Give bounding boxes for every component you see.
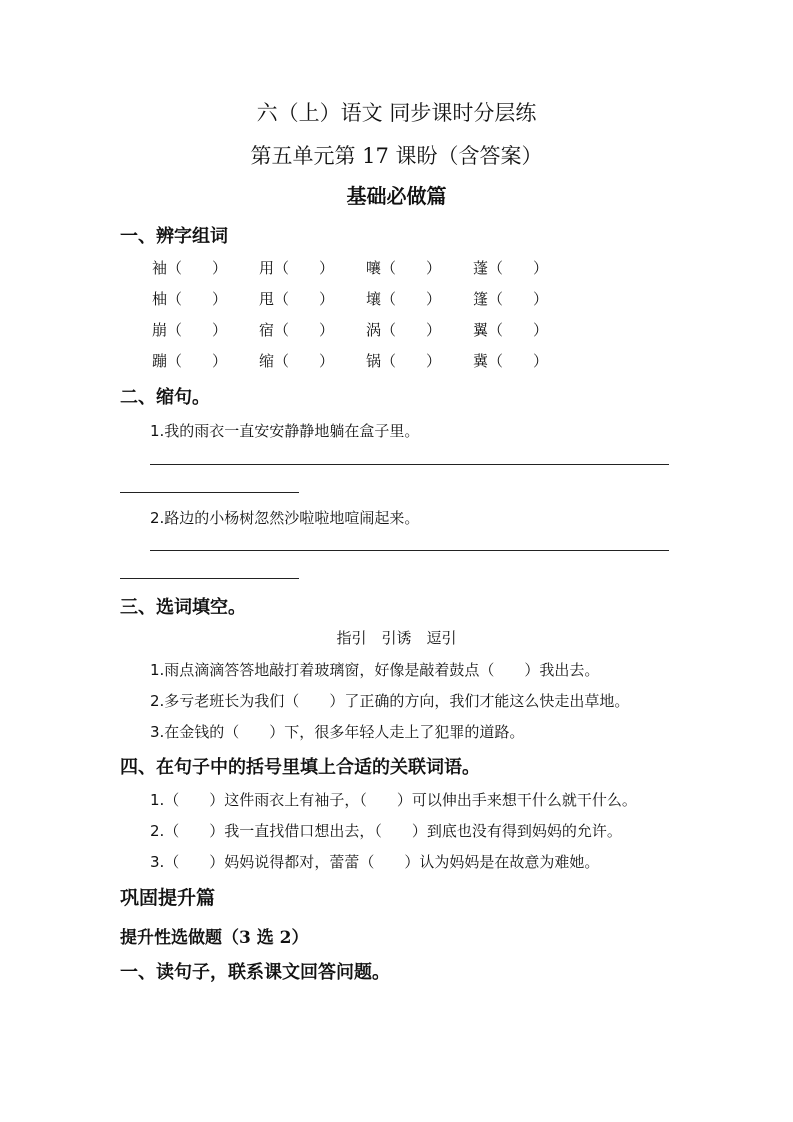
answer-line[interactable] — [150, 550, 669, 551]
word-cell: 袖（ ） — [152, 259, 228, 277]
word-cell: 崩（ ） — [152, 321, 228, 339]
word-cell: 冀（ ） — [473, 352, 549, 370]
answer-line[interactable] — [120, 492, 299, 493]
word-row — [152, 257, 612, 288]
word-cell: 壤（ ） — [366, 290, 442, 308]
part2-q1-heading: 一、读句子，联系课文回答问题。 — [120, 962, 390, 983]
doc-title: 六（上）语文 同步课时分层练 — [256, 101, 537, 125]
section-title: 基础必做篇 — [346, 184, 447, 208]
q3-item: 2.多亏老班长为我们（ ）了正确的方向，我们才能这么快走出草地。 — [150, 692, 630, 710]
q4-item: 1.（ ）这件雨衣上有袖子，（ ）可以伸出手来想干什么就干什么。 — [150, 791, 637, 809]
word-cell: 柚（ ） — [152, 290, 228, 308]
q3-item: 3.在金钱的（ ）下，很多年轻人走上了犯罪的道路。 — [150, 723, 525, 741]
q3-item: 1.雨点滴滴答答地敲打着玻璃窗，好像是敲着鼓点（ ）我出去。 — [150, 661, 600, 679]
word-cell: 蹦（ ） — [152, 352, 228, 370]
q2-item: 2.路边的小杨树忽然沙啦啦地喧闹起来。 — [150, 509, 420, 527]
word-row — [152, 350, 612, 381]
word-cell: 嚷（ ） — [366, 259, 442, 277]
word-choices: 指引 引诱 逗引 — [336, 629, 457, 647]
q4-heading: 四、在句子中的括号里填上合适的关联词语。 — [120, 757, 480, 778]
word-cell: 缩（ ） — [259, 352, 335, 370]
word-cell: 蓬（ ） — [473, 259, 549, 277]
word-cell: 宿（ ） — [259, 321, 335, 339]
word-cell: 篷（ ） — [473, 290, 549, 308]
answer-line[interactable] — [150, 464, 669, 465]
part2-title: 巩固提升篇 — [120, 887, 216, 909]
word-cell: 锅（ ） — [366, 352, 442, 370]
word-grid — [152, 257, 612, 381]
q1-heading: 一、辨字组词 — [120, 226, 228, 247]
word-cell: 涡（ ） — [366, 321, 442, 339]
q2-item: 1.我的雨衣一直安安静静地躺在盒子里。 — [150, 422, 420, 440]
word-cell: 翼（ ） — [473, 321, 549, 339]
word-cell: 用（ ） — [259, 259, 335, 277]
word-row — [152, 319, 612, 350]
q2-heading: 二、缩句。 — [120, 387, 210, 408]
word-cell: 甩（ ） — [259, 290, 335, 308]
q4-item: 2.（ ）我一直找借口想出去，（ ）到底也没有得到妈妈的允许。 — [150, 822, 622, 840]
q3-heading: 三、选词填空。 — [120, 597, 246, 618]
part2-subtitle: 提升性选做题（3 选 2） — [120, 928, 309, 948]
word-row — [152, 288, 612, 319]
answer-line[interactable] — [120, 578, 299, 579]
q4-item: 3.（ ）妈妈说得都对，蕾蕾（ ）认为妈妈是在故意为难她。 — [150, 853, 600, 871]
doc-subtitle: 第五单元第 17 课盼（含答案） — [250, 144, 543, 168]
